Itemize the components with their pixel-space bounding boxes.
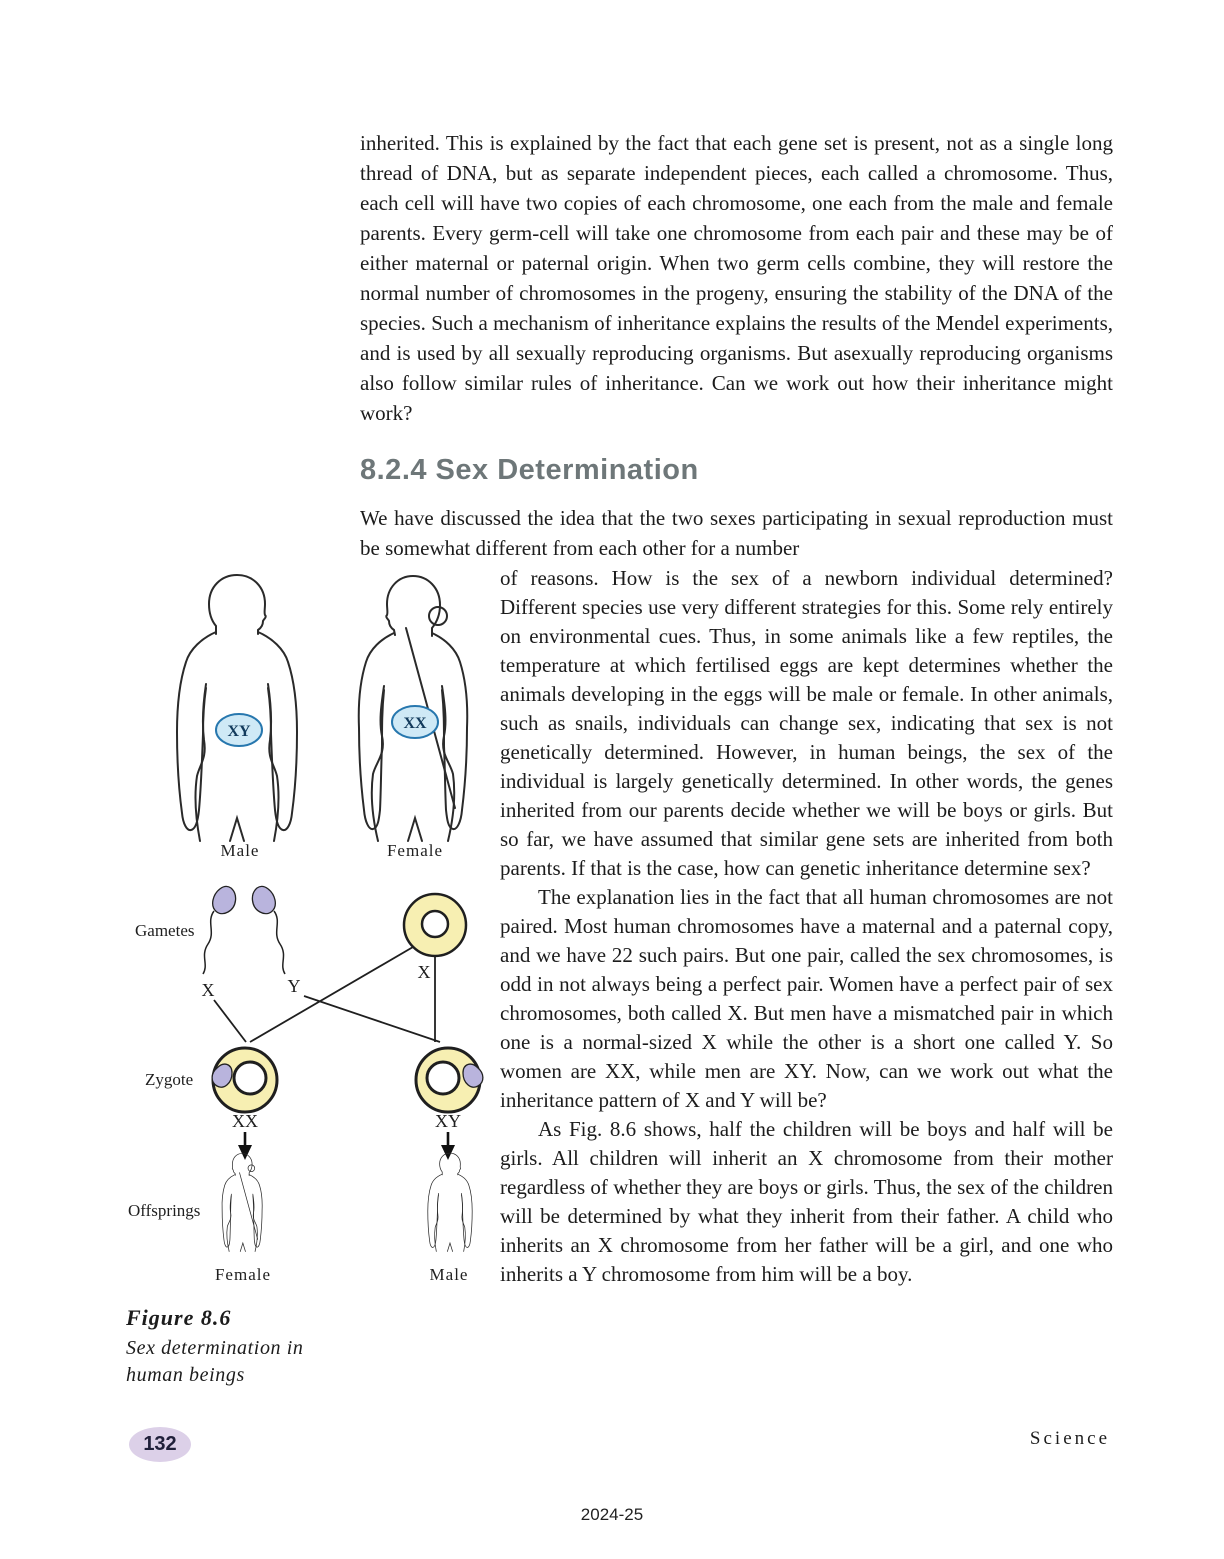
paragraph-intro-rest: of reasons. How is the sex of a newborn individual determined? Different species use very different strategies for this. Some rely entirely on environmental cues. Thus, in some animals like a few reptiles, the temperature at which fertilised eggs are kept determines whether the animals developing in the eggs will be male or female. In other animals, such as snails, individuals can change sex, indicating that sex is not genetically determined. However, in human beings, the sex of the individual is largely genetically determined. In other words, the genes inherited from our parents decide whether we will be boys or girls. But so far, we have assumed that similar gene sets are inherited from both parents. If that is the case, how can genetic inheritance determine sex? bbox=[500, 566, 1113, 880]
zygote-xy-icon bbox=[416, 1048, 483, 1112]
gametes-label: Gametes bbox=[135, 921, 195, 940]
sperm-y-label: Y bbox=[287, 976, 301, 996]
male-chromosome-label: XY bbox=[227, 723, 251, 740]
sperm-x-label: X bbox=[201, 980, 215, 1000]
cross-lines bbox=[214, 947, 440, 1042]
figure-caption-line1: Sex determination in bbox=[126, 1337, 304, 1359]
egg-label: X bbox=[417, 962, 431, 982]
paragraph-fig-discussion: As Fig. 8.6 shows, half the children will be boys and half will be girls. All children will inherit an X chromosome from their mother regardless of whether they are boys or girls. Thus, the sex of the children will be determined by what they inherit from their father. A child who inherits an X chromosome from her father will be a girl, and one who inherits a Y chromosome from him will be a boy. bbox=[500, 1117, 1113, 1286]
zygote-xy-label: XY bbox=[435, 1111, 461, 1131]
paragraph-explanation: The explanation lies in the fact that all human chromosomes are not paired. Most human chromosomes have a maternal and a paternal copy, and we have 22 such pairs. But one pair, called the sex chromosomes, is odd in not always being a perfect pair. Women have a perfect pair of sex chromosomes, both called X. But men have a mismatched pair in which one is a normal-sized X while the other is a short one called Y. So women are XX, while men are XY. Now, can we work out what the inheritance pattern of X and Y will be? bbox=[500, 885, 1113, 1112]
page-number-badge: 132 bbox=[129, 1427, 191, 1462]
figure-caption-line2: human beings bbox=[126, 1364, 245, 1386]
figure-caption bbox=[110, 1305, 500, 1389]
sperm-y-icon bbox=[252, 886, 285, 974]
figure-and-text-row bbox=[110, 564, 1113, 1389]
offspring-male-figure bbox=[428, 1153, 472, 1251]
paragraph-top: inherited. This is explained by the fact that each gene set is present, not as a single long thread of DNA, but as separate independent pieces, each called a chromosome. Thus, each cell will have two copies of each chromosome, one each from the male and female parents. Every germ-cell will take one chromosome from each pair and these may be of either maternal or paternal origin. When two germ cells combine, they will restore the normal number of chromosomes in the progeny, ensuring the stability of the DNA of the species. Such a mechanism of inheritance explains the results of the Mendel experiments, and is used by all sexually reproducing organisms. But asexually reproducing organisms also follow similar rules of inheritance. Can we work out how their inheritance might work? bbox=[360, 131, 1113, 425]
book-title-footer: Science bbox=[1029, 1428, 1110, 1449]
female-chromosome-label: XX bbox=[403, 715, 427, 732]
offspring-male-label: Male bbox=[429, 1265, 469, 1284]
figure-8-6 bbox=[110, 564, 500, 1389]
sperm-x-icon bbox=[203, 886, 236, 974]
down-arrow-left-icon bbox=[238, 1132, 252, 1160]
zygote-label: Zygote bbox=[145, 1070, 194, 1089]
offspring-female-figure bbox=[222, 1153, 262, 1251]
page-content bbox=[110, 128, 1113, 1389]
offsprings-label: Offsprings bbox=[128, 1201, 201, 1220]
adult-male-label: Male bbox=[220, 841, 260, 860]
sex-determination-diagram bbox=[110, 564, 500, 1288]
zygote-xx-label: XX bbox=[232, 1111, 258, 1131]
adult-male-figure bbox=[177, 575, 297, 860]
zygote-xx-icon bbox=[212, 1048, 277, 1112]
offspring-female-label: Female bbox=[214, 1265, 272, 1284]
edition-year-footer: 2024-25 bbox=[580, 1505, 644, 1524]
adult-female-figure bbox=[359, 576, 467, 860]
paragraph-intro-fullwidth: We have discussed the idea that the two sexes participating in sexual reproduction must be somewhat different from each other for a number bbox=[360, 506, 1113, 560]
egg-icon bbox=[404, 894, 466, 956]
body-text-column bbox=[500, 564, 1113, 1289]
figure-caption-title: Figure 8.6 bbox=[126, 1305, 232, 1330]
adult-female-label: Female bbox=[386, 841, 444, 860]
section-heading: 8.2.4 Sex Determination bbox=[360, 454, 699, 486]
